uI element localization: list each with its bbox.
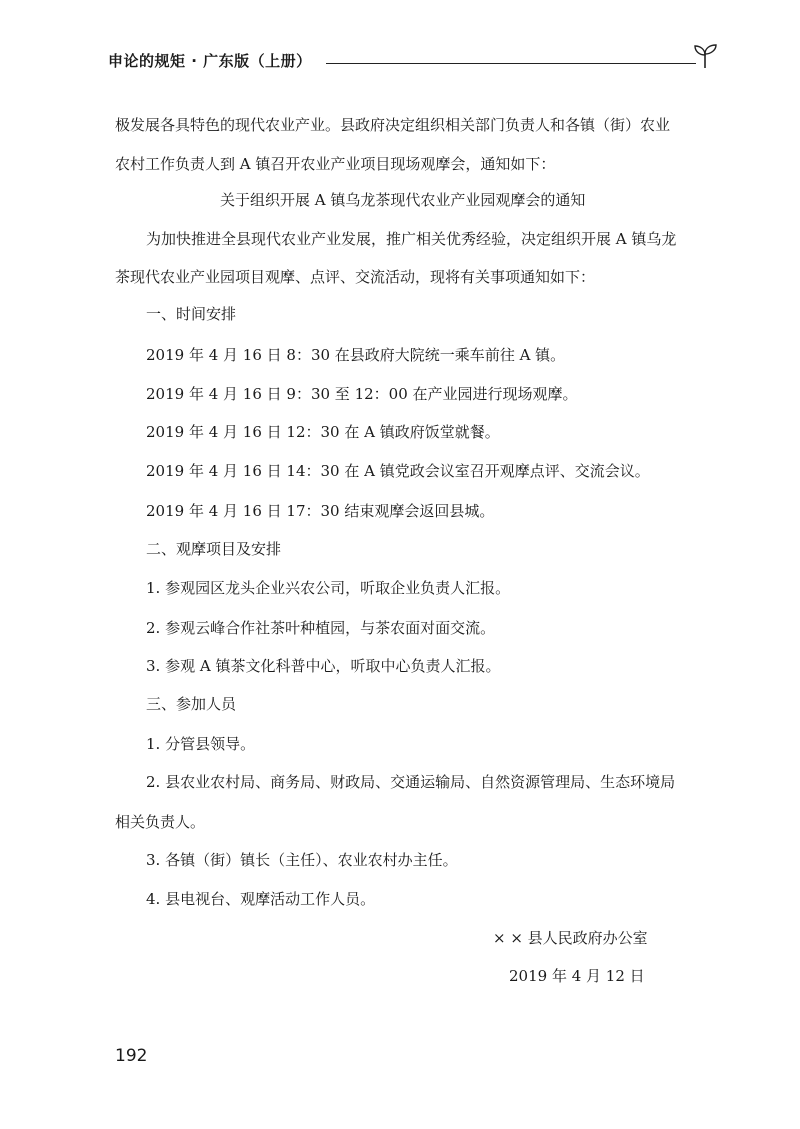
project-item: 2. 参观云峰合作社茶叶种植园，与茶农面对面交流。	[146, 619, 496, 637]
header-rule	[326, 63, 696, 64]
intro-line-2: 农村工作负责人到 A 镇召开农业产业项目现场观摩会，通知如下：	[115, 155, 556, 173]
project-item: 1. 参观园区龙头企业兴农公司，听取企业负责人汇报。	[146, 579, 511, 597]
schedule-item: 2019 年 4 月 16 日 8：30 在县政府大院统一乘车前往 A 镇。	[146, 346, 566, 364]
signature-date: 2019 年 4 月 12 日	[509, 967, 645, 985]
paragraph-1-line-2: 茶现代农业产业园项目观摩、点评、交流活动，现将有关事项通知如下：	[115, 268, 596, 286]
schedule-item: 2019 年 4 月 16 日 9：30 至 12：00 在产业园进行现场观摩。	[146, 385, 578, 403]
running-header	[108, 50, 720, 76]
page-number: 192	[115, 1046, 148, 1066]
schedule-item: 2019 年 4 月 16 日 12：30 在 A 镇政府饭堂就餐。	[146, 423, 500, 441]
intro-line-1: 极发展各具特色的现代农业产业。县政府决定组织相关部门负责人和各镇（街）农业	[115, 116, 671, 134]
section-2-heading: 二、观摩项目及安排	[146, 540, 282, 558]
participant-item: 4. 县电视台、观摩活动工作人员。	[146, 890, 376, 908]
schedule-item: 2019 年 4 月 16 日 17：30 结束观摩会返回县城。	[146, 502, 495, 520]
signature-office: × × 县人民政府办公室	[493, 929, 648, 947]
sprout-icon	[690, 42, 720, 70]
project-item: 3. 参观 A 镇茶文化科普中心，听取中心负责人汇报。	[146, 657, 501, 675]
participant-item: 2. 县农业农村局、商务局、财政局、交通运输局、自然资源管理局、生态环境局	[146, 773, 676, 791]
participant-item: 3. 各镇（街）镇长（主任）、农业农村办主任。	[146, 851, 458, 869]
paragraph-1-line-1: 为加快推进全县现代农业产业发展，推广相关优秀经验，决定组织开展 A 镇乌龙	[146, 230, 677, 248]
schedule-item: 2019 年 4 月 16 日 14：30 在 A 镇党政会议室召开观摩点评、交流会议。	[146, 462, 650, 480]
participant-item: 1. 分管县领导。	[146, 735, 256, 753]
section-1-heading: 一、时间安排	[146, 305, 237, 323]
section-3-heading: 三、参加人员	[146, 695, 237, 713]
notice-title: 关于组织开展 A 镇乌龙茶现代农业产业园观摩会的通知	[220, 191, 586, 209]
book-title: 申论的规矩 · 广东版（上册）	[108, 52, 312, 70]
participant-item-continued: 相关负责人。	[115, 813, 206, 831]
